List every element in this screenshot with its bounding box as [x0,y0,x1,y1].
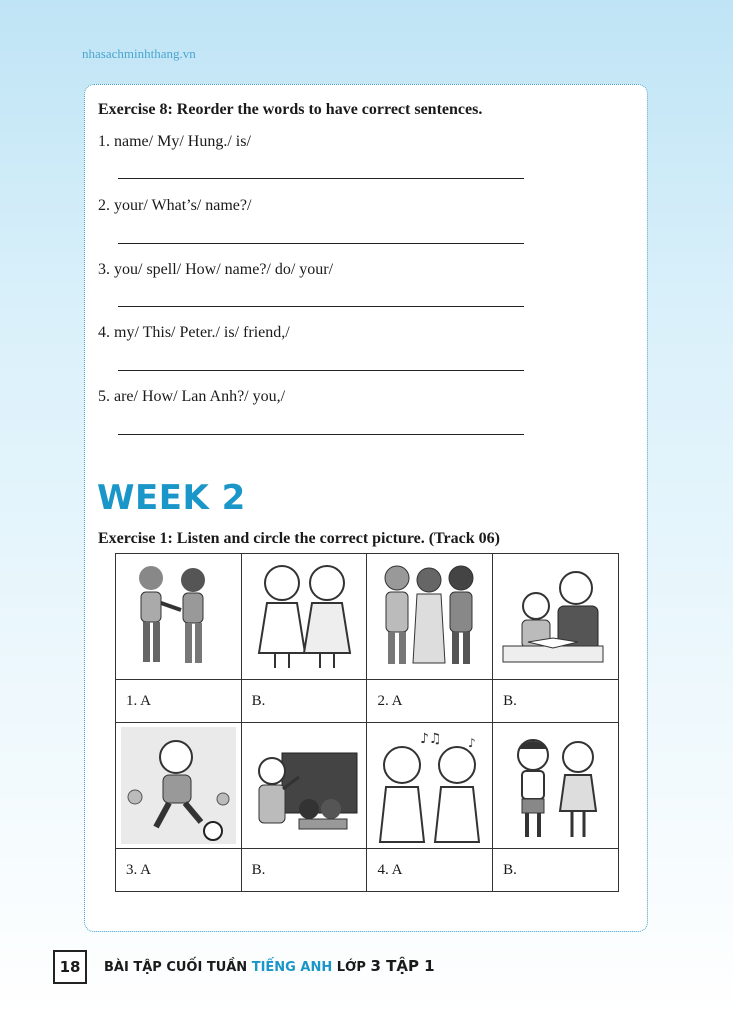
option-label-3a[interactable]: 3. A [116,849,242,892]
exercise-8-item-3: 3. you/ spell/ How/ name?/ do/ your/ [98,261,334,278]
watermark: nhasachminhthang.vn [82,46,196,61]
three-kids-group-icon [372,558,487,675]
boy-playing-football-icon [121,727,236,844]
option-label-4b[interactable]: B. [493,849,619,892]
picture-cell-1a[interactable] [116,554,242,680]
answer-line-5 [118,434,524,435]
exercise-1-title: Exercise 1: Listen and circle the correct picture. (Track 06) [98,530,500,547]
answer-line-2 [118,243,524,244]
book-title-footer [104,957,435,975]
option-label-1b[interactable]: B. [241,680,367,723]
footer-title-part-1: BÀI TẬP CUỐI TUẦN [104,960,252,975]
two-boys-shaking-hands-icon [121,558,236,675]
footer-title-part-3: LỚP [332,960,371,975]
svg-text:♪: ♪ [468,736,477,750]
picture-cell-4b[interactable] [493,723,619,849]
teacher-at-blackboard-icon [247,727,362,844]
picture-cell-4a[interactable] [367,723,493,849]
option-label-2a[interactable]: 2. A [367,680,493,723]
two-girls-singing-icon [372,727,487,844]
picture-cell-3a[interactable] [116,723,242,849]
picture-cell-2a[interactable] [367,554,493,680]
picture-cell-2b[interactable] [493,554,619,680]
two-girls-holding-hands-icon [247,558,362,675]
exercise-8-item-1: 1. name/ My/ Hung./ is/ [98,133,251,150]
answer-line-1 [118,178,524,179]
picture-grid [115,553,619,892]
exercise-8-title: Exercise 8: Reorder the words to have correct sentences. [98,101,483,118]
footer-volume: 3 TẬP 1 [370,957,435,975]
option-label-3b[interactable]: B. [241,849,367,892]
week-heading: WEEK 2 [97,478,246,518]
option-label-4a[interactable]: 4. A [367,849,493,892]
exercise-8-item-4: 4. my/ This/ Peter./ is/ friend,/ [98,324,290,341]
footer-subject: TIẾNG ANH [251,960,333,975]
page-number: 18 [53,950,87,984]
teacher-and-boy-reading-icon [498,558,613,675]
exercise-8-item-2: 2. your/ What’s/ name?/ [98,197,252,214]
answer-line-4 [118,370,524,371]
option-label-1a[interactable]: 1. A [116,680,242,723]
picture-cell-3b[interactable] [241,723,367,849]
answer-line-3 [118,306,524,307]
exercise-8-item-5: 5. are/ How/ Lan Anh?/ you,/ [98,388,286,405]
picture-cell-1b[interactable] [241,554,367,680]
boy-and-girl-standing-icon [498,727,613,844]
option-label-2b[interactable]: B. [493,680,619,723]
svg-text:♪♫: ♪♫ [420,731,442,747]
